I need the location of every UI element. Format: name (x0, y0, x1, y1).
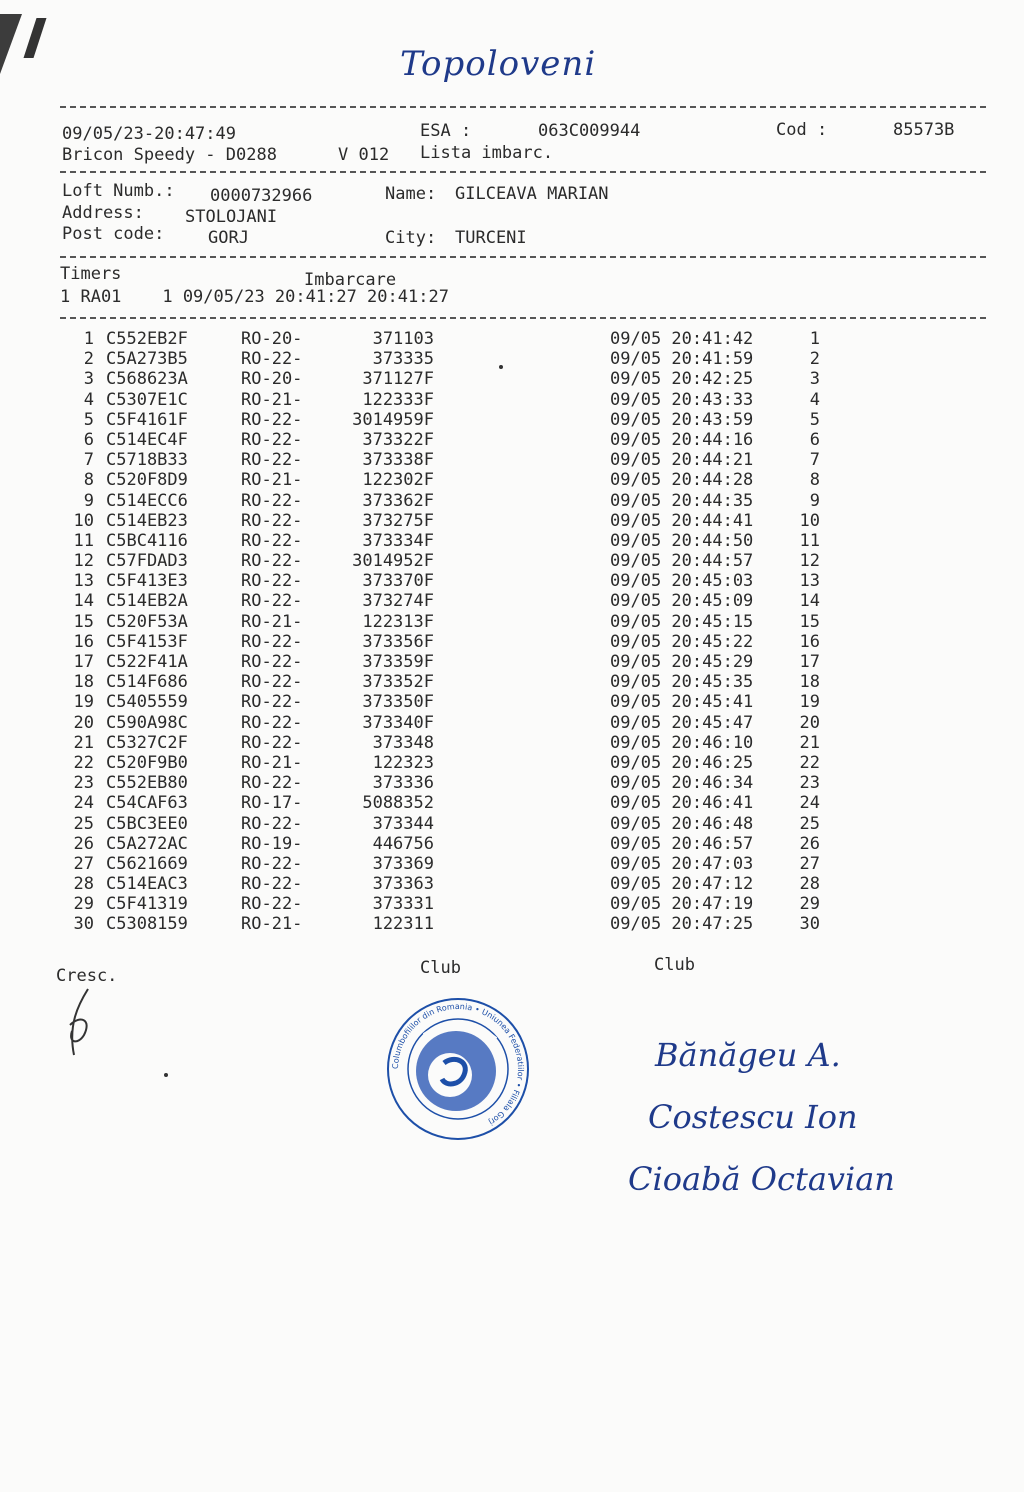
ring-number: 446756 (372, 833, 434, 854)
chip-id: C568623A (106, 369, 188, 390)
chip-id: C5F4153F (106, 631, 188, 652)
divider (60, 171, 986, 173)
device-name: Bricon Speedy - D0288 (62, 145, 277, 165)
basket-time: 09/05 20:46:57 (610, 833, 754, 854)
ring-prefix: RO-20- (241, 369, 303, 390)
position: 10 (799, 510, 820, 531)
ring-number: 373356F (362, 631, 434, 652)
esa-label: ESA : (420, 121, 472, 141)
ring-number: 373359F (362, 652, 434, 672)
basket-time: 09/05 20:41:42 (610, 329, 754, 349)
list-row (0, 793, 1024, 813)
ring-prefix: RO-22- (241, 450, 303, 471)
basket-time: 09/05 20:45:09 (610, 591, 754, 612)
ring-prefix: RO-22- (241, 773, 303, 794)
list-row (0, 854, 1024, 874)
position: 25 (799, 813, 820, 834)
list-row (0, 773, 1024, 793)
row-number: 23 (73, 773, 94, 794)
postcode-label: Post code: (62, 224, 165, 244)
basket-time: 09/05 20:47:19 (610, 894, 754, 915)
list-row (0, 491, 1024, 511)
handwritten-signature-2: Costescu Ion (648, 1098, 858, 1136)
loft-label: Loft Numb.: (62, 181, 175, 201)
list-row (0, 349, 1024, 369)
chip-id: C5405559 (106, 692, 188, 713)
ring-number: 373335 (372, 349, 434, 370)
chip-id: C5BC3EE0 (106, 813, 188, 834)
basket-time: 09/05 20:43:59 (610, 409, 754, 430)
ring-prefix: RO-22- (241, 732, 303, 753)
ring-prefix: RO-22- (241, 530, 303, 551)
list-row (0, 450, 1024, 470)
chip-id: C590A98C (106, 712, 188, 733)
ring-prefix: RO-22- (241, 712, 303, 733)
device-version: V 012 (338, 145, 390, 165)
position: 8 (809, 470, 820, 491)
ring-number: 373352F (362, 672, 434, 693)
ring-prefix: RO-22- (241, 429, 303, 450)
basket-time: 09/05 20:44:57 (610, 551, 754, 572)
ring-prefix: RO-22- (241, 349, 303, 370)
position: 23 (799, 773, 820, 794)
basket-time: 09/05 20:45:35 (610, 672, 754, 693)
ring-prefix: RO-21- (241, 470, 303, 491)
chip-id: C5F41319 (106, 894, 188, 915)
ring-prefix: RO-22- (241, 874, 303, 895)
basket-time: 09/05 20:45:29 (610, 652, 754, 672)
list-row (0, 753, 1024, 773)
ring-number: 373338F (362, 450, 434, 471)
scan-edge-mark (24, 18, 47, 58)
chip-id: C5621669 (106, 853, 188, 874)
chip-id: C520F9B0 (106, 752, 188, 773)
chip-id: C514F686 (106, 672, 188, 693)
ring-number: 373344 (372, 813, 434, 834)
ring-prefix: RO-22- (241, 490, 303, 511)
ring-prefix: RO-22- (241, 692, 303, 713)
ring-prefix: RO-22- (241, 853, 303, 874)
row-number: 20 (73, 712, 94, 733)
ring-prefix: RO-22- (241, 409, 303, 430)
list-row (0, 551, 1024, 571)
basket-time: 09/05 20:45:22 (610, 631, 754, 652)
position: 19 (799, 692, 820, 713)
list-row (0, 591, 1024, 611)
ring-prefix: RO-22- (241, 894, 303, 915)
chip-id: C5308159 (106, 914, 188, 935)
basket-time: 09/05 20:47:03 (610, 853, 754, 874)
speck (164, 1073, 168, 1077)
chip-id: C5BC4116 (106, 530, 188, 551)
row-number: 6 (83, 429, 94, 450)
list-row (0, 571, 1024, 591)
club-label: Club (420, 958, 461, 978)
row-number: 14 (73, 591, 94, 612)
timer-line: 1 RA01 1 09/05/23 20:41:27 20:41:27 (60, 287, 449, 307)
name-value: GILCEAVA MARIAN (455, 184, 609, 204)
chip-id: C552EB80 (106, 773, 188, 794)
position: 5 (809, 409, 820, 430)
position: 2 (809, 349, 820, 370)
basket-time: 09/05 20:45:47 (610, 712, 754, 733)
position: 3 (809, 369, 820, 390)
chip-id: C5F413E3 (106, 571, 188, 592)
basket-time: 09/05 20:43:33 (610, 389, 754, 410)
position: 7 (809, 450, 820, 471)
basket-time: 09/05 20:46:25 (610, 752, 754, 773)
position: 6 (809, 429, 820, 450)
ring-number: 3014952F (352, 551, 434, 572)
list-row (0, 692, 1024, 712)
row-number: 18 (73, 672, 94, 693)
ring-prefix: RO-21- (241, 752, 303, 773)
position: 11 (799, 530, 820, 551)
row-number: 27 (73, 853, 94, 874)
position: 18 (799, 672, 820, 693)
ring-number: 122313F (362, 611, 434, 632)
scan-edge-mark (0, 14, 22, 74)
imbarcare-label: Imbarcare (304, 270, 397, 290)
position: 22 (799, 752, 820, 773)
basket-time: 09/05 20:47:25 (610, 914, 754, 935)
basket-time: 09/05 20:46:10 (610, 732, 754, 753)
position: 1 (809, 329, 820, 349)
postcode-value: GORJ (208, 228, 249, 248)
ring-number: 373322F (362, 429, 434, 450)
list-row (0, 470, 1024, 490)
chip-id: C5F4161F (106, 409, 188, 430)
basket-time: 09/05 20:44:16 (610, 429, 754, 450)
row-number: 24 (73, 793, 94, 814)
basket-time: 09/05 20:45:15 (610, 611, 754, 632)
ring-number: 373334F (362, 530, 434, 551)
name-label: Name: (385, 184, 437, 204)
list-row (0, 914, 1024, 934)
ring-prefix: RO-21- (241, 611, 303, 632)
ring-number: 122311 (372, 914, 434, 935)
basket-time: 09/05 20:46:48 (610, 813, 754, 834)
list-row (0, 329, 1024, 349)
esa-value: 063C009944 (538, 121, 641, 141)
row-number: 16 (73, 631, 94, 652)
basket-time: 09/05 20:41:59 (610, 349, 754, 370)
list-row (0, 410, 1024, 430)
chip-id: C5718B33 (106, 450, 188, 471)
row-number: 12 (73, 551, 94, 572)
row-number: 28 (73, 874, 94, 895)
chip-id: C5327C2F (106, 732, 188, 753)
position: 4 (809, 389, 820, 410)
cresc-label: Cresc. (56, 966, 118, 986)
ring-number: 3014959F (352, 409, 434, 430)
chip-id: C514EB2A (106, 591, 188, 612)
chip-id: C520F8D9 (106, 470, 188, 491)
position: 24 (799, 793, 820, 814)
ring-prefix: RO-17- (241, 793, 303, 814)
list-row (0, 652, 1024, 672)
handwritten-signature-3: Cioabă Octavian (628, 1160, 895, 1198)
divider (60, 317, 986, 319)
ring-prefix: RO-22- (241, 672, 303, 693)
row-number: 22 (73, 752, 94, 773)
basket-time: 09/05 20:47:12 (610, 874, 754, 895)
chip-id: C5A273B5 (106, 349, 188, 370)
basket-time: 09/05 20:44:21 (610, 450, 754, 471)
list-row (0, 713, 1024, 733)
stamp-text: Columbofililor din Romania • Uniunea Federatiilor • Filiala Gorj (390, 1001, 526, 1127)
divider (60, 106, 986, 108)
ring-number: 373350F (362, 692, 434, 713)
position: 26 (799, 833, 820, 854)
city-value: TURCENI (455, 228, 527, 248)
ring-number: 373369 (372, 853, 434, 874)
list-row (0, 733, 1024, 753)
loft-value: 0000732966 (210, 186, 313, 206)
basket-time: 09/05 20:44:50 (610, 530, 754, 551)
row-number: 25 (73, 813, 94, 834)
ring-prefix: RO-19- (241, 833, 303, 854)
ring-number: 5088352 (362, 793, 434, 814)
position: 27 (799, 853, 820, 874)
handwritten-signature-1: Bănăgeu A. (655, 1036, 841, 1074)
ring-number: 371103 (372, 329, 434, 349)
ring-number: 373348 (372, 732, 434, 753)
ring-prefix: RO-22- (241, 551, 303, 572)
list-row (0, 531, 1024, 551)
chip-id: C57FDAD3 (106, 551, 188, 572)
list-row (0, 612, 1024, 632)
basket-time: 09/05 20:45:03 (610, 571, 754, 592)
chip-id: C514EC4F (106, 429, 188, 450)
list-row (0, 814, 1024, 834)
chip-id: C522F41A (106, 652, 188, 672)
ring-number: 373340F (362, 712, 434, 733)
ring-number: 371127F (362, 369, 434, 390)
position: 12 (799, 551, 820, 572)
print-datetime: 09/05/23-20:47:49 (62, 124, 236, 144)
row-number: 21 (73, 732, 94, 753)
ring-prefix: RO-21- (241, 389, 303, 410)
position: 17 (799, 652, 820, 672)
row-number: 9 (83, 490, 94, 511)
handwritten-title: Topoloveni (400, 44, 597, 84)
position: 9 (809, 490, 820, 511)
ring-prefix: RO-22- (241, 631, 303, 652)
row-number: 11 (73, 530, 94, 551)
chip-id: C514ECC6 (106, 490, 188, 511)
ring-number: 122302F (362, 470, 434, 491)
chip-id: C54CAF63 (106, 793, 188, 814)
breeder-signature (60, 985, 100, 1065)
list-row (0, 632, 1024, 652)
ring-number: 373336 (372, 773, 434, 794)
position: 28 (799, 874, 820, 895)
chip-id: C5307E1C (106, 389, 188, 410)
list-row (0, 874, 1024, 894)
basket-time: 09/05 20:44:41 (610, 510, 754, 531)
ring-number: 373274F (362, 591, 434, 612)
chip-id: C5A272AC (106, 833, 188, 854)
position: 16 (799, 631, 820, 652)
list-row (0, 834, 1024, 854)
basket-time: 09/05 20:44:35 (610, 490, 754, 511)
ring-prefix: RO-22- (241, 652, 303, 672)
basketing-list (0, 329, 1024, 935)
basket-time: 09/05 20:46:41 (610, 793, 754, 814)
row-number: 17 (73, 652, 94, 672)
row-number: 4 (83, 389, 94, 410)
list-row (0, 369, 1024, 389)
ring-prefix: RO-22- (241, 813, 303, 834)
ring-number: 373370F (362, 571, 434, 592)
list-row (0, 430, 1024, 450)
position: 20 (799, 712, 820, 733)
timers-label: Timers (60, 264, 122, 284)
position: 30 (799, 914, 820, 935)
basket-time: 09/05 20:42:25 (610, 369, 754, 390)
position: 14 (799, 591, 820, 612)
row-number: 29 (73, 894, 94, 915)
ring-number: 373363 (372, 874, 434, 895)
chip-id: C514EB23 (106, 510, 188, 531)
ring-prefix: RO-22- (241, 591, 303, 612)
speck (499, 365, 503, 369)
row-number: 30 (73, 914, 94, 935)
address-label: Address: (62, 203, 144, 223)
row-number: 7 (83, 450, 94, 471)
basket-time: 09/05 20:45:41 (610, 692, 754, 713)
club-label: Club (654, 955, 695, 975)
row-number: 3 (83, 369, 94, 390)
row-number: 5 (83, 409, 94, 430)
row-number: 1 (83, 329, 94, 349)
row-number: 10 (73, 510, 94, 531)
position: 29 (799, 894, 820, 915)
ring-prefix: RO-22- (241, 510, 303, 531)
divider (60, 256, 986, 258)
city-label: City: (385, 228, 437, 248)
row-number: 2 (83, 349, 94, 370)
row-number: 13 (73, 571, 94, 592)
list-row (0, 390, 1024, 410)
list-row (0, 511, 1024, 531)
list-row (0, 894, 1024, 914)
row-number: 8 (83, 470, 94, 491)
basket-time: 09/05 20:44:28 (610, 470, 754, 491)
row-number: 26 (73, 833, 94, 854)
ring-number: 122333F (362, 389, 434, 410)
chip-id: C520F53A (106, 611, 188, 632)
chip-id: C552EB2F (106, 329, 188, 349)
ring-prefix: RO-22- (241, 571, 303, 592)
ring-number: 122323 (372, 752, 434, 773)
cod-label: Cod : (776, 120, 828, 140)
ring-number: 373331 (372, 894, 434, 915)
position: 15 (799, 611, 820, 632)
ring-number: 373275F (362, 510, 434, 531)
row-number: 19 (73, 692, 94, 713)
ring-prefix: RO-21- (241, 914, 303, 935)
club-stamp (384, 995, 532, 1143)
row-number: 15 (73, 611, 94, 632)
ring-number: 373362F (362, 490, 434, 511)
ring-prefix: RO-20- (241, 329, 303, 349)
list-row (0, 672, 1024, 692)
address-value: STOLOJANI (185, 207, 278, 227)
cod-value: 85573B (893, 120, 955, 140)
basket-time: 09/05 20:46:34 (610, 773, 754, 794)
list-type: Lista imbarc. (420, 143, 554, 163)
chip-id: C514EAC3 (106, 874, 188, 895)
position: 21 (799, 732, 820, 753)
position: 13 (799, 571, 820, 592)
